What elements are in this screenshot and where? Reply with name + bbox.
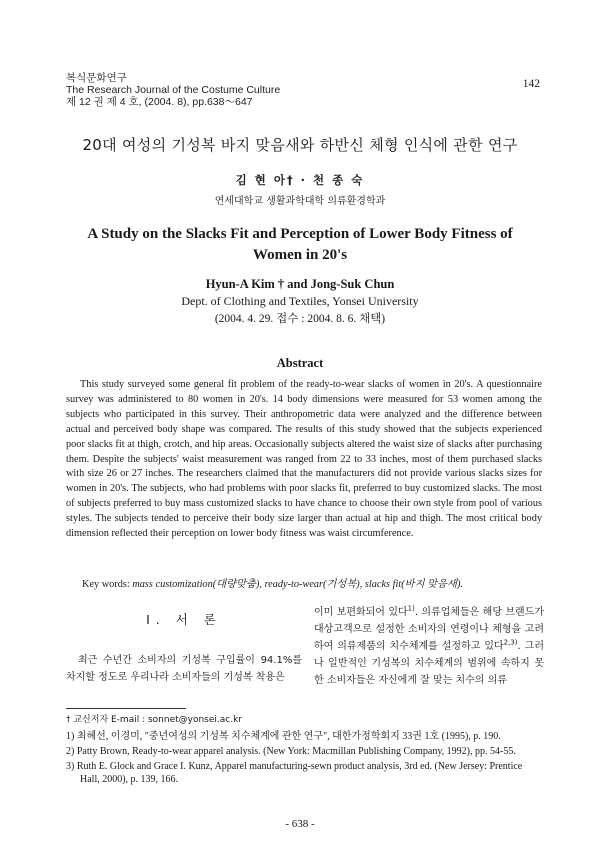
journal-header: [66, 72, 280, 108]
footnote-corresponding: † 교신저자 E-mail : sonnet@yonsei.ac.kr: [66, 715, 242, 725]
footnote-3-line1: 3) Ruth E. Glock and Grace I. Kunz, Apparel manufacturing-sewn product analysis, 3rd ed. (New Jersey: Prentice: [66, 761, 523, 772]
received-date: (2004. 4. 29. 접수 : 2004. 8. 6. 채택): [214, 313, 386, 325]
abstract-heading: Abstract: [276, 356, 324, 370]
body-right-column: [314, 604, 544, 689]
affiliation-ko: 연세대학교 생활과학대학 의류환경학과: [214, 196, 386, 207]
abstract-text: This study surveyed some general fit problem of the ready-to-wear slacks of women in 20's. A questionnaire survey was administered to 80 women in 20's. 14 body dimensions were measured for 53 women among the subjects who participated in this survey. Their anthropometric data were analyzed and the difference between actual and perceived body shape was compared. The results of this study showed that the subjects experienced poor slacks fit at thigh, crotch, and hip areas. Occasionally subjects altered the waist size of slacks after purchasing them. Despite the subjects' waist measurement was ranged from 22 to 33 inches, most of them purchased slacks with size 26 or 27 inches. The researchers claimed that the manufacturers did not provide various slacks sizes for women in 20's. The subjects, who had problems with poor slacks fit, preferred to buy customized slacks. The most of subjects preferred to buy mass customized slacks to have chance to choose their own style from pool of various styles. The subjects tended to perceive their body size larger than actual at hip and thigh. The most critical body dimension reflected their perception on lower body fitness was waist circumference.: [66, 379, 542, 540]
section-heading: I. 서 론: [146, 612, 222, 627]
footnote-3-line2: Hall, 2000), p. 139, 166.: [80, 774, 179, 785]
keywords-label: Key words:: [82, 579, 130, 590]
body-text: . 의류업체들은 해당 브랜드가 대상고객으로 설정한 소비자의 연령이나 체형을 고려하여 의류제품의 치수체계를 설정하고 있다: [314, 607, 544, 652]
body-text: 이미 보편화되어 있다: [314, 607, 408, 618]
title-en: A Study on the Slacks Fit and Perception of Lower Body Fitness of Women in 20's: [87, 226, 513, 263]
journal-name-ko: 복식문화연구: [66, 72, 127, 84]
body-left-column: 최근 수년간 소비자의 기성복 구입률이 94.1%를 차지할 정도로 우리나라 소비자들의 기성복 착용은: [66, 655, 302, 683]
footer-page-number: - 638 -: [285, 818, 315, 830]
affiliation-en: Dept. of Clothing and Textiles, Yonsei University: [181, 294, 419, 308]
citation-ref: 2,3): [503, 638, 518, 647]
page-number: 142: [522, 78, 540, 90]
keywords: [82, 575, 463, 590]
footnote-1: 1) 최혜선, 이경미, "중년여성의 기성복 치수체계에 관한 연구", 대한가정학회지 33권 1호 (1995), p. 190.: [66, 731, 501, 742]
authors-ko: 김 현 아† · 천 종 숙: [235, 173, 365, 187]
title-ko: 20대 여성의 기성복 바지 맞음새와 하반신 체형 인식에 관한 연구: [82, 136, 518, 154]
footnote-divider: [66, 708, 186, 709]
footnote-3: [66, 760, 546, 786]
body-text: . 그러나 일반적인 기성복의 치수체계의 범위에 속하지 못한 소비자들은 자신에게 잘 맞는 치수의 의류: [314, 641, 544, 686]
keywords-list: mass customization(대량맞춤), ready-to-wear(기성복), slacks fit(바지 맞음새).: [132, 579, 463, 590]
footnote-2: 2) Patty Brown, Ready-to-wear apparel analysis. (New York: Macmillan Publishing Company, 1992), pp. 54-55.: [66, 746, 516, 757]
journal-name-en: The Research Journal of the Costume Culture: [66, 84, 281, 96]
citation-ref: 1): [407, 604, 415, 613]
volume-info: 제 12 권 제 4 호, (2004. 8), pp.638～647: [66, 96, 253, 108]
authors-en: Hyun-A Kim † and Jong-Suk Chun: [205, 277, 395, 291]
